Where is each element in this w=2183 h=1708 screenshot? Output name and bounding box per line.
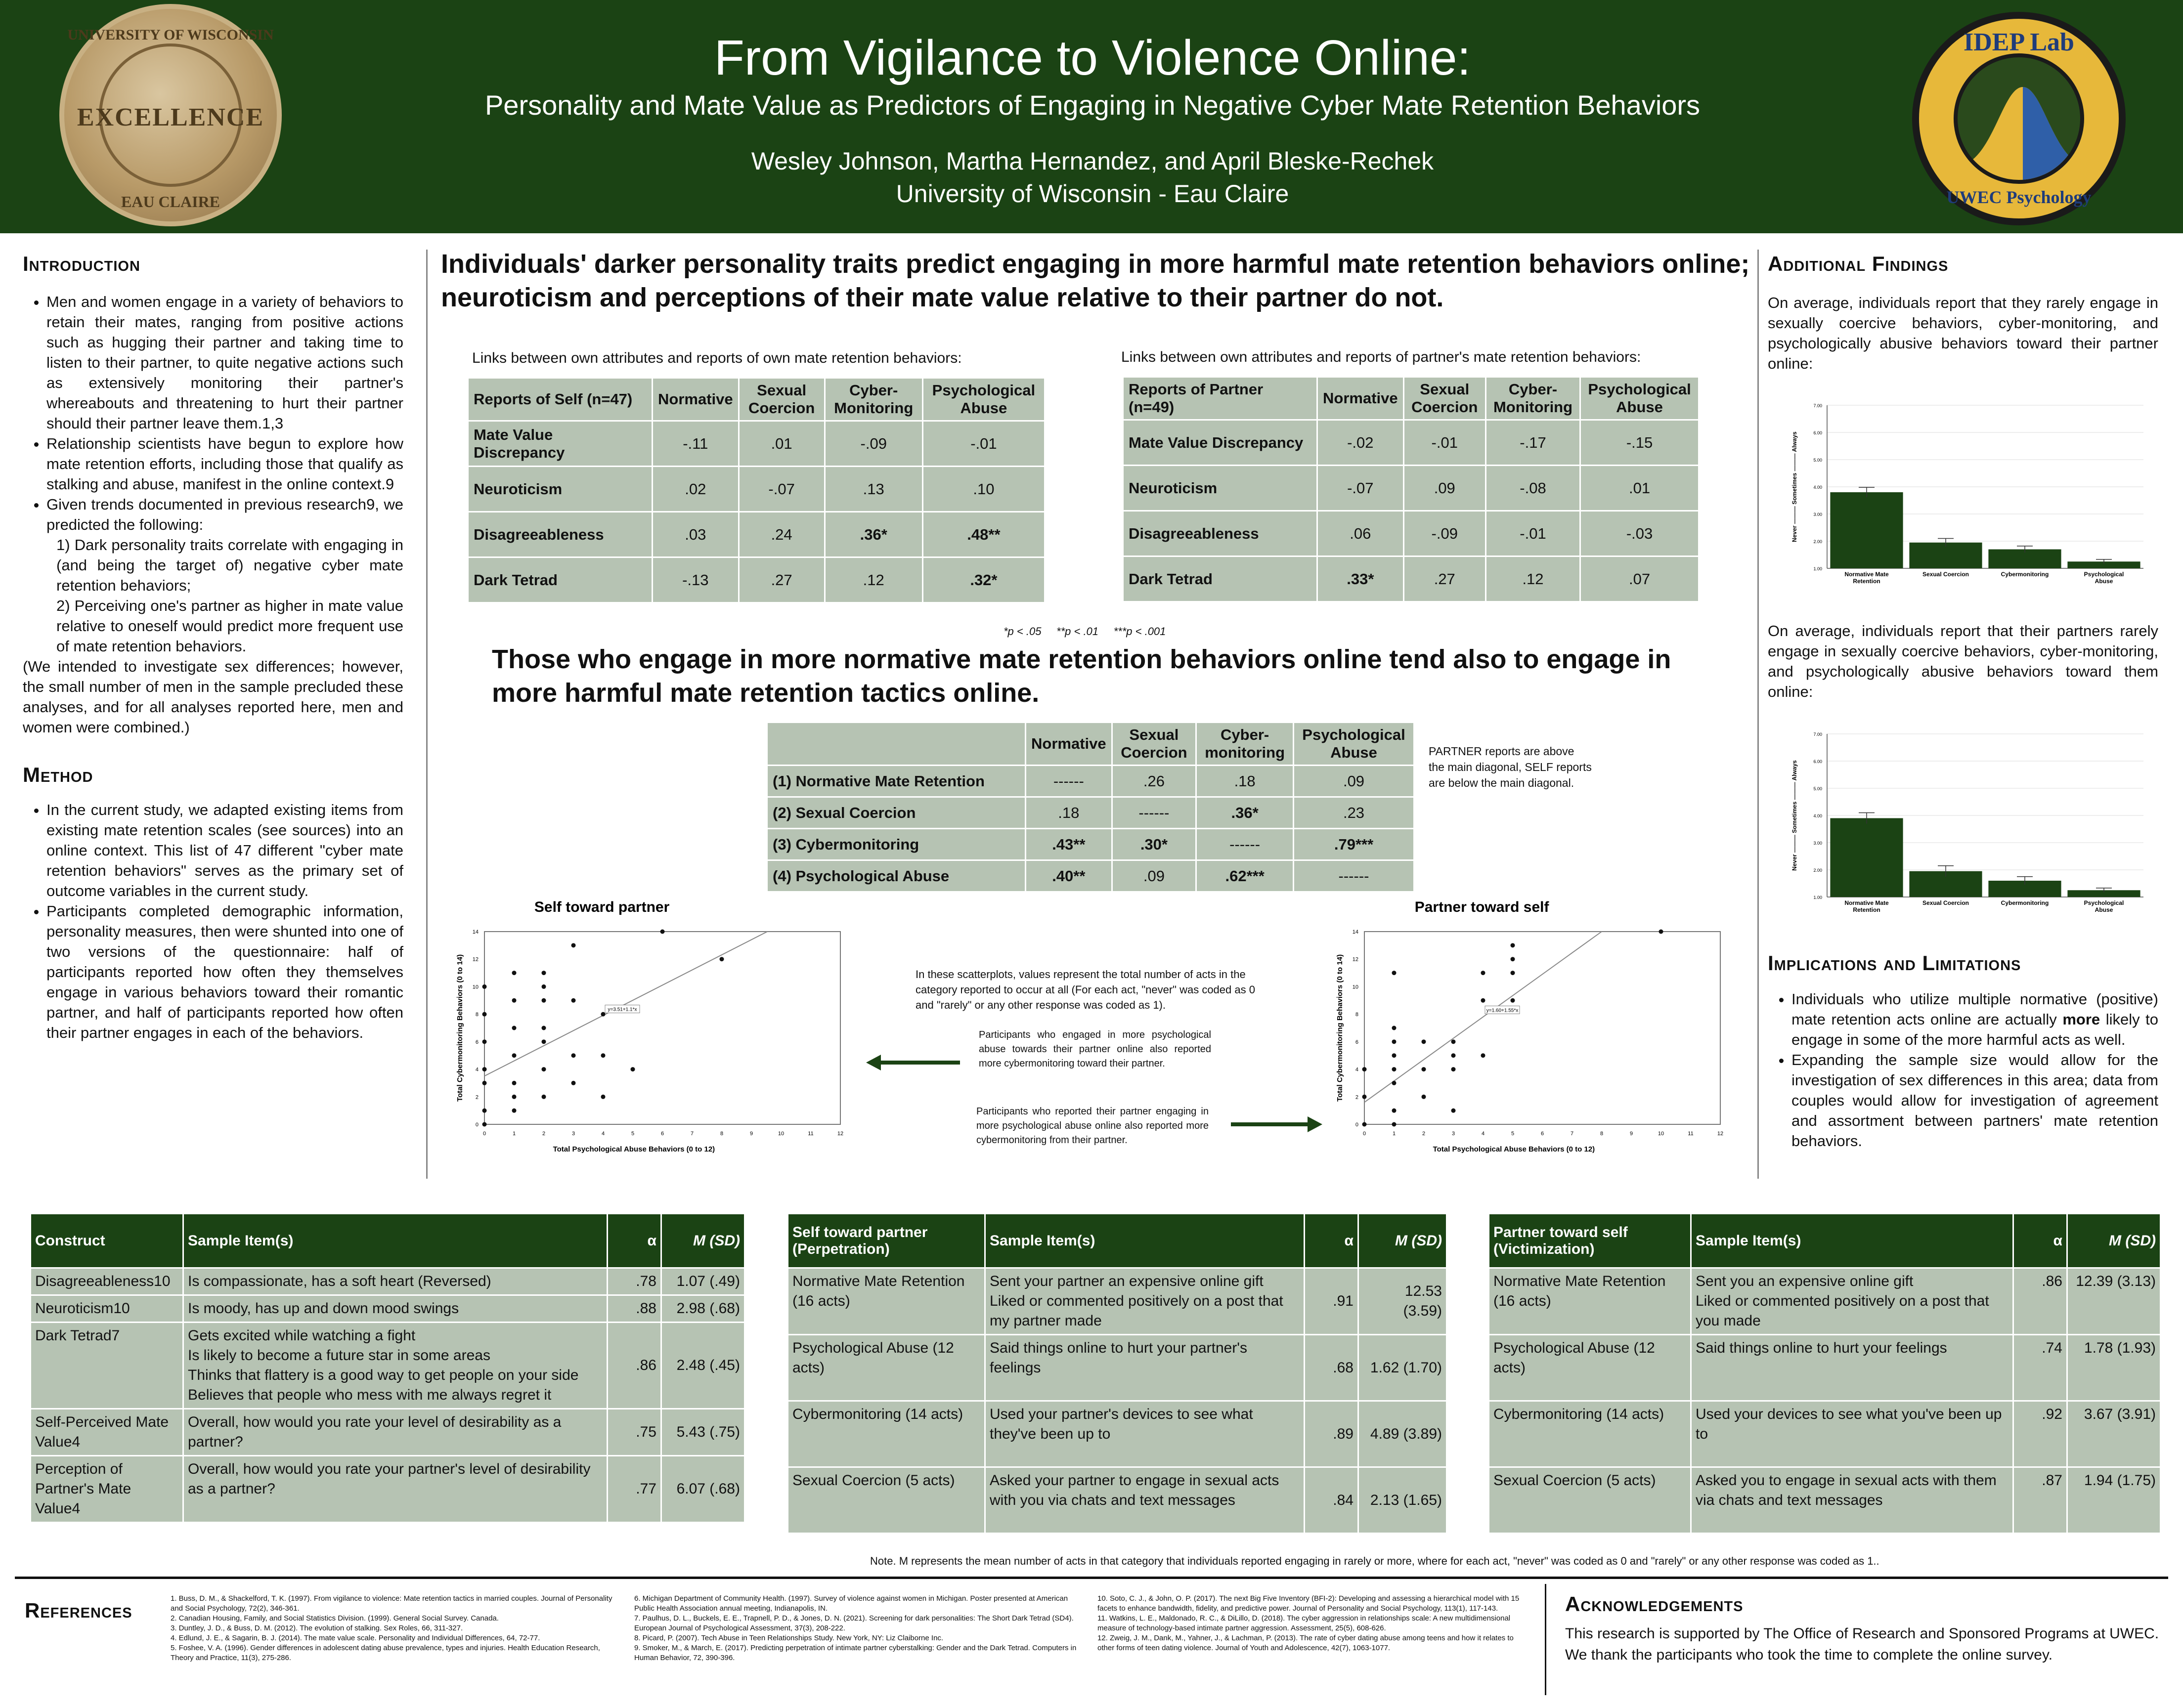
table-row: Dark Tetrad .33* .27 .12 .07 [1123,556,1699,602]
data-point [512,1026,517,1030]
data-point [512,1053,517,1058]
table-row: Disagreeableness .03 .24 .36* .48** [468,512,1045,557]
data-point [1481,971,1485,975]
x-tick-label: 11 [1688,1131,1694,1137]
y-tick-label: 5.00 [1813,458,1822,463]
university-seal-logo: UNIVERSITY OF WISCONSIN EXCELLENCE EAU CLAIRE [59,4,282,226]
data-point [1362,1067,1367,1071]
data-point [542,1026,546,1030]
x-tick-label: 2 [1422,1131,1426,1137]
table-row: Perception of Partner's Mate Value4 Overall, how would you rate your partner's level of desirability as a partner? .77 6.07 (.68) [31,1456,745,1523]
table-header-row: Normative Sexual Coercion Cyber-monitoring Psychological Abuse [767,723,1414,766]
prediction-2: 2) Perceiving one's partner as higher in mate value relative to oneself would predict more frequent use of mate retention behaviors. [56,597,403,655]
y-tick-label: 12 [472,956,479,963]
poster-subtitle: Personality and Mate Value as Predictors of Engaging in Negative Cyber Mate Retention Behaviors [484,89,1701,121]
x-axis-label: Total Psychological Abuse Behaviors (0 to 12) [1433,1145,1595,1153]
idep-lab-logo: IDEP Lab UWEC Psychology [1912,12,2126,225]
data-point [601,1095,606,1099]
table-row: Cybermonitoring (14 acts) Used your partner's devices to see what they've been up to .89 4.89 (3.89) [788,1401,1447,1467]
partner-scatterplot [1320,892,1750,1169]
self-perpetration-table [787,1213,1447,1534]
data-point [571,1081,576,1085]
additional-paragraph-2: On average, individuals report that their partners rarely engage in sexually coercive behaviors, cyber-monitoring, and psychologically abusive behaviors toward them online: [1768,622,2158,700]
fit-line [1364,932,1602,1102]
y-axis-label: Never ——— Sometimes ——— Always [1791,760,1798,871]
data-point [1481,998,1485,1003]
y-tick-label: 14 [1352,929,1358,935]
data-point [482,1012,487,1017]
data-point [1392,1122,1397,1127]
x-tick-label: 0 [1362,1131,1366,1137]
y-axis-label: Total Cybermonitoring Behaviors (0 to 14) [456,954,464,1102]
acknowledgements-heading: Acknowledgements [1565,1592,1744,1616]
y-tick-label: 3.00 [1813,841,1822,846]
y-tick-label: 3.00 [1813,512,1822,517]
x-tick-label: 9 [749,1131,753,1137]
table-row: Neuroticism10 Is moody, has up and down mood swings .88 2.98 (.68) [31,1295,745,1323]
category-label: Psychological Abuse [2084,899,2124,913]
data-point [571,1053,576,1058]
method-heading: Method [23,763,93,786]
category-label: Sexual Coercion [1922,899,1969,906]
additional-paragraph-1: On average, individuals report that they rarely engage in sexually coercive behaviors, cyber-monitoring, and psychologically abusive behaviors toward their partner online: [1768,294,2158,372]
data-point [512,1109,517,1113]
table-row: Neuroticism -.07 .09 -.08 .01 [1123,466,1699,511]
column-divider [426,250,428,1179]
self-correlation-table [467,377,1046,603]
data-point [542,1095,546,1099]
data-point [631,1067,635,1071]
data-point [1392,1039,1397,1044]
data-point [512,971,517,975]
data-point [1451,1053,1456,1058]
table-header-row: Reports of Self (n=47) Normative Sexual Coercion Cyber-Monitoring Psychological Abuse [468,378,1045,421]
y-tick-label: 14 [472,929,479,935]
data-point [542,1039,546,1044]
implications-bullets [1768,989,2158,1151]
arrow-left-icon [866,1053,960,1072]
y-axis-label: Total Cybermonitoring Behaviors (0 to 14) [1336,954,1344,1102]
list-item: • Relationship scientists have begun to explore how mate retention efforts, including those that qualify as stalking and abuse, manifest in the online context.9 [46,433,403,494]
data-point [1392,1109,1397,1113]
plot-frame [1364,932,1720,1124]
table-row: Disagreeableness10 Is compassionate, has a soft heart (Reversed) .78 1.07 (.49) [31,1268,745,1295]
data-point [542,971,546,975]
data-point [512,1081,517,1085]
table-row: Dark Tetrad7 Gets excited while watching a fight Is likely to become a future star in some areas Thinks that flattery is a good way to get people on your side Believes that people who mess with me always regret it .86 2.48 (.45) [31,1323,745,1409]
introduction-section [23,252,403,1043]
references-column-3: 10. Soto, C. J., & John, O. P. (2017). The next Big Five Inventory (BFI-2): Developing and assessing a hierarchical model with 15 facets to enhance bandwidth, fidelity, and predictive power. Journal of Personality and Social Psychology, 113(1), 117-143. 11. Watkins, L. E., Maldonado, R. C., & DiLillo, D. (2018). The cyber aggression in relationships scale: A new multidimensional measure of technology-based intimate partner aggression. Assessment, 25(5), 608-626. 12. Zweig, J. M., Dank, M., Yahner, J., & Lachman, P. (2013). The rate of cyber dating abuse among teens and how it relates to other forms of teen dating violence. Journal of Youth and Adolescence, 42(7), 1063-1077. [1097,1594,1520,1652]
fit-line [484,932,767,1076]
x-tick-label: 8 [720,1131,724,1137]
x-tick-label: 10 [1658,1131,1664,1137]
intro-bullets [23,292,403,535]
x-tick-label: 4 [601,1131,605,1137]
references-column-1: 1. Buss, D. M., & Shackelford, T. K. (1997). From vigilance to violence: Mate retention tactics in married couples. Journal of Personality and Social Psychology, 72(2), 346-361. 2. Canadian Housing, Family, and Social Statistics Division. (1999). General Social Survey. Canada. 3. Duntley, J. D., & Buss, D. M. (2012). The evolution of stalking. Sex Roles, 66, 311-327. 4. Edlund, J. E., & Sagarin, B. J. (2014). The mate value scale. Personality and Individual Differences, 64, 72-77. 5. Foshee, V. A. (1996). Gender differences in adolescent dating abuse prevalence, types and injuries. Health Education Research, Theory and Practice, 11(3), 275-286. [171,1594,612,1662]
table-note: Note. M represents the mean number of acts in that category that individuals reported engaging in rarely or more, where for each act, "never" was coded as 0 and "rarely" or any other response was coded as 1.. [870,1555,1879,1567]
data-point [1392,1067,1397,1071]
x-tick-label: 7 [1570,1131,1574,1137]
list-item: • Men and women engage in a variety of behaviors to retain their mates, ranging from positive actions such as hugging their partner and taking time to listen to their partner, to quite negative actions such as extensively monitoring their partner's whereabouts and threatening to hurt their partner should their partner leave them.1,3 [46,292,403,433]
table-row: Disagreeableness .06 -.09 -.01 -.03 [1123,511,1699,556]
category-label: Cybermonitoring [2001,571,2049,578]
y-tick-label: 2 [1355,1094,1358,1101]
category-label: Sexual Coercion [1922,571,1969,578]
data-point [1511,957,1515,961]
authors: Wesley Johnson, Martha Hernandez, and April Bleske-Rechek [751,147,1434,175]
method-bullets [23,800,403,1043]
x-tick-label: 2 [542,1131,546,1137]
x-tick-label: 12 [1717,1131,1724,1137]
x-tick-label: 6 [660,1131,664,1137]
fit-label: y=3.51+1.1*x [608,1007,637,1013]
additional-findings-heading: Additional Findings [1768,252,1949,275]
y-tick-label: 8 [475,1012,479,1018]
y-tick-label: 2.00 [1813,539,1822,544]
data-point [1362,1122,1367,1127]
data-point [482,1109,487,1113]
data-point [542,998,546,1003]
data-point [512,998,517,1003]
x-tick-label: 7 [690,1131,694,1137]
introduction-heading: Introduction [23,252,140,275]
x-tick-label: 9 [1629,1131,1633,1137]
y-tick-label: 6.00 [1813,759,1822,764]
table-row: Sexual Coercion (5 acts) Asked you to engage in sexual acts with them via chats and text messages .87 1.94 (1.75) [1489,1467,2161,1534]
self-table-caption: Links between own attributes and reports of own mate retention behaviors: [472,350,962,366]
data-point [1392,971,1397,975]
data-point [512,1095,517,1099]
x-tick-label: 11 [808,1131,814,1137]
data-point [1422,1039,1426,1044]
partner-arrow-note: Participants who reported their partner engaging in more psychological abuse online also reported more cybermonitoring from their partner. [976,1106,1209,1146]
data-point [542,1067,546,1071]
table-row: Self-Perceived Mate Value4 Overall, how would you rate your level of desirability as a partner? .75 5.43 (.75) [31,1409,745,1456]
additional-findings-section [1768,252,2158,374]
x-tick-label: 3 [1451,1131,1455,1137]
x-tick-label: 8 [1600,1131,1604,1137]
data-point [1451,1109,1456,1113]
y-tick-label: 10 [472,984,479,990]
table-header-row: Partner toward self (Victimization) Sample Item(s) α M (SD) [1489,1214,2161,1268]
partner-mean-bar-chart [1768,719,2158,937]
chart-title: Partner toward self [1414,899,1549,915]
second-finding-headline: Those who engage in more normative mate retention behaviors online tend also to engage in more harmful mate retention tactics online. [492,644,1671,708]
x-tick-label: 1 [1392,1131,1396,1137]
data-point [1511,971,1515,975]
data-point [1422,1095,1426,1099]
data-point [482,984,487,989]
data-point [482,1067,487,1071]
table-row: Psychological Abuse (12 acts) Said things online to hurt your feelings .74 1.78 (1.93) [1489,1335,2161,1401]
intercorrelation-matrix [766,722,1415,893]
table-row: (3) Cybermonitoring .43** .30* ------ .79*** [767,829,1414,860]
list-item: • Participants completed demographic information, personality measures, then were shunted into one of two versions of the questionnaire: half of participants reported how often they themselves engage in various behaviors toward their romantic partner, and half of participants reported how often their partner engages in each of the behaviors. [46,901,403,1043]
y-tick-label: 4 [475,1067,479,1073]
partner-table-caption: Links between own attributes and reports of partner's mate retention behaviors: [1121,349,1641,365]
category-label: Cybermonitoring [2001,899,2049,906]
data-point [1451,1039,1456,1044]
table-row: Psychological Abuse (12 acts) Said things online to hurt your partner's feelings .68 1.62 (1.70) [788,1335,1447,1401]
data-point [482,1039,487,1044]
self-mean-bar-chart [1768,390,2158,608]
data-point [1481,1053,1485,1058]
table-header-row: Construct Sample Item(s) α M (SD) [31,1214,745,1268]
table-row: Normative Mate Retention (16 acts) Sent your partner an expensive online gift Liked or commented positively on a post that my partner made .91 12.53 (3.59) [788,1268,1447,1335]
y-axis-label: Never ——— Sometimes ——— Always [1791,431,1798,542]
poster-title: From Vigilance to Violence Online: [714,30,1471,85]
y-tick-label: 6.00 [1813,430,1822,435]
bar [1830,818,1903,897]
table-header-row: Reports of Partner (n=49) Normative Sexual Coercion Cyber-Monitoring Psychological Abuse [1123,377,1699,420]
column-divider [1757,250,1759,1179]
self-scatterplot [440,892,870,1169]
scatter-explanation: In these scatterplots, values represent the total number of acts in the category reported to occur at all (For each act, "never" was coded as 0 and "rarely" or any other response was coded as 1). [916,968,1255,1011]
implications-section [1768,951,2158,1151]
x-tick-label: 4 [1481,1131,1485,1137]
data-point [1659,930,1663,934]
x-tick-label: 1 [512,1131,516,1137]
x-tick-label: 5 [631,1131,635,1137]
bar [1830,492,1903,568]
self-arrow-note: Participants who engaged in more psychological abuse towards their partner online also reported more cybermonitoring toward their partner. [979,1029,1211,1069]
significance-note: *p < .05 **p < .01 ***p < .001 [1004,625,1166,638]
table-row: (1) Normative Mate Retention ------ .26 .18 .09 [767,766,1414,797]
category-label: Normative Mate Retention [1844,899,1889,913]
y-tick-label: 4.00 [1813,485,1822,490]
list-item: • Expanding the sample size would allow for the investigation of sex differences in this area; data from couples would allow for investigation of agreement and assortment between partners' mate retention behaviors. [1791,1050,2158,1151]
table-row: Dark Tetrad -.13 .27 .12 .32* [468,557,1045,603]
prediction-1: 1) Dark personality traits correlate with engaging in (and being the target of) negative cyber mate retention behaviors; [56,536,403,594]
y-tick-label: 2.00 [1813,868,1822,873]
plot-frame [484,932,840,1124]
list-item: • Individuals who utilize multiple normative (positive) mate retention acts online are actually more likely to engage in some of the more harmful acts as well. [1791,989,2158,1050]
y-tick-label: 6 [1355,1039,1358,1045]
data-point [660,930,665,934]
data-point [601,1012,606,1017]
data-point [571,998,576,1003]
y-tick-label: 1.00 [1813,895,1822,900]
intro-note: (We intended to investigate sex differences; however, the small number of men in the sample precluded these analyses, and for all analyses reported here, men and women were combined.) [23,658,403,736]
data-point [1511,943,1515,947]
data-point [1362,1095,1367,1099]
data-point [1392,1026,1397,1030]
bell-curve-icon [1958,57,2084,184]
acknowledgements-text: This research is supported by The Office of Research and Sponsored Programs at UWEC. We thank the participants who took the time to complete the online survey. [1565,1625,2159,1663]
y-tick-label: 10 [1352,984,1358,990]
footer-divider [15,1577,2168,1579]
data-point [1392,1081,1397,1085]
y-tick-label: 5.00 [1813,786,1822,791]
data-point [1422,1067,1426,1071]
y-tick-label: 2 [475,1094,479,1101]
x-tick-label: 12 [837,1131,844,1137]
y-tick-label: 4.00 [1813,813,1822,818]
data-point [542,984,546,989]
implications-heading: Implications and Limitations [1768,951,2021,975]
fit-label: y=1.60+1.55*x [1486,1008,1519,1014]
table-row: Sexual Coercion (5 acts) Asked your partner to engage in sexual acts with you via chats and text messages .84 2.13 (1.65) [788,1467,1447,1534]
y-tick-label: 1.00 [1813,566,1822,571]
matrix-note: PARTNER reports are above the main diagonal, SELF reports are below the main diagonal. [1429,745,1592,789]
footer-column-divider [1545,1584,1546,1695]
references-heading: References [25,1599,132,1622]
data-point [571,943,576,947]
table-row: Normative Mate Retention (16 acts) Sent you an expensive online gift Liked or commented positively on a post that you made .86 12.39 (3.13) [1489,1268,2161,1335]
data-point [482,1122,487,1127]
partner-victimization-table [1488,1213,2161,1534]
y-tick-label: 8 [1355,1012,1358,1018]
data-point [1451,1067,1456,1071]
x-tick-label: 10 [778,1131,785,1137]
y-tick-label: 0 [1355,1122,1358,1128]
table-row: (4) Psychological Abuse .40** .09 .62*** ------ [767,860,1414,892]
data-point [482,1081,487,1085]
table-row: Mate Value Discrepancy -.02 -.01 -.17 -.15 [1123,420,1699,466]
category-label: Normative Mate Retention [1844,571,1889,585]
affiliation: University of Wisconsin - Eau Claire [896,180,1289,208]
x-tick-label: 6 [1540,1131,1544,1137]
main-finding-headline: Individuals' darker personality traits predict engaging in more harmful mate retention behaviors online; neuroticism and perceptions of their mate value relative to their partner do not. [441,249,1750,312]
table-row: Neuroticism .02 -.07 .13 .10 [468,467,1045,512]
table-row: Cybermonitoring (14 acts) Used your devices to see what you've been up to .92 3.67 (3.91) [1489,1401,2161,1467]
category-label: Psychological Abuse [2084,571,2124,585]
y-tick-label: 6 [475,1039,479,1045]
chart-title: Self toward partner [534,899,670,915]
references-column-2: 6. Michigan Department of Community Health. (1997). Survey of violence against women in Michigan. Poster presented at American Public Health Association annual meeting, Indianapolis, IN. 7. Paulhus, D. L., Buckels, E. E., Trapnell, P. D., & Jones, D. N. (2021). Screening for dark personalities: The Short Dark Tetrad (SD4). European Journal of Psychological Assessment, 37(3), 208-222. 8. Picard, P. (2007). Tech Abuse in Teen Relationships Study. New York, NY: Liz Claiborne Inc. 9. Smoker, M., & March, E. (2017). Predicting perpetration of intimate partner cyberstalking: Gender and the Dark Tetrad. Computers in Human Behavior, 72, 390-396. [634,1594,1077,1662]
y-tick-label: 7.00 [1813,403,1822,408]
data-point [1392,1053,1397,1058]
data-point [1511,998,1515,1003]
x-tick-label: 0 [482,1131,486,1137]
y-tick-label: 12 [1352,956,1358,963]
data-point [601,1053,606,1058]
table-row: (2) Sexual Coercion .18 ------ .36* .23 [767,797,1414,829]
list-item: • Given trends documented in previous research9, we predicted the following: [46,494,403,535]
x-tick-label: 3 [571,1131,575,1137]
arrow-right-icon [1231,1114,1322,1134]
y-tick-label: 0 [475,1122,479,1128]
y-tick-label: 7.00 [1813,732,1822,737]
table-header-row: Self toward partner (Perpetration) Sample Item(s) α M (SD) [788,1214,1447,1268]
list-item: • In the current study, we adapted existing items from existing mate retention scales (see sources) into an online context. This list of 47 different "cyber mate retention behaviors" serves as the primary set of outcome variables in the current study. [46,800,403,901]
table-row: Mate Value Discrepancy -.11 .01 -.09 -.01 [468,421,1045,467]
partner-correlation-table [1122,376,1700,602]
construct-table [30,1213,745,1523]
x-tick-label: 5 [1511,1131,1515,1137]
x-axis-label: Total Psychological Abuse Behaviors (0 to 12) [553,1145,715,1153]
y-tick-label: 4 [1355,1067,1358,1073]
data-point [720,957,724,961]
